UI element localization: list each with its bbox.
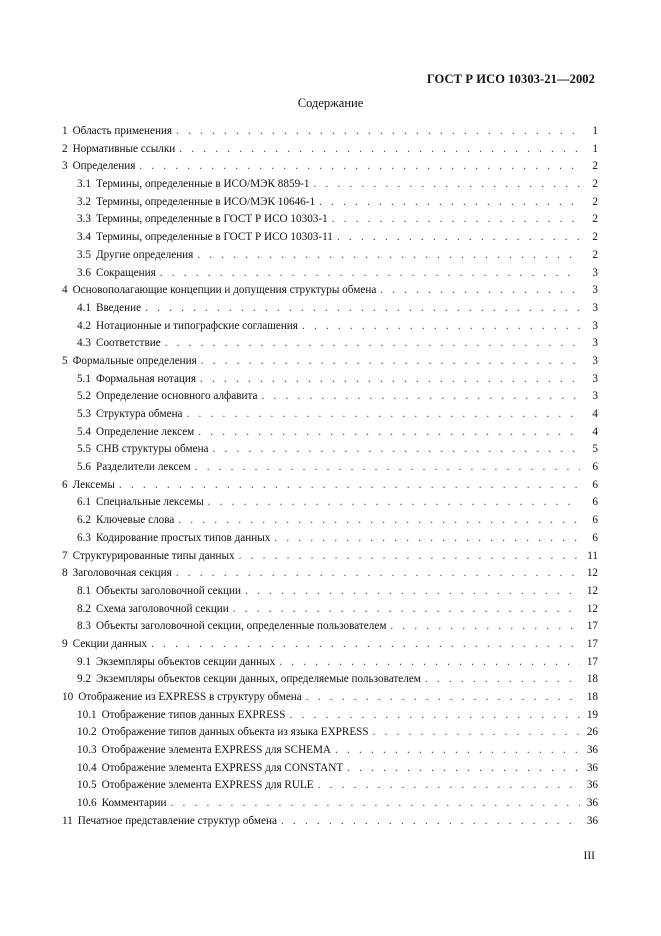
toc-entry-page: 18 <box>586 691 598 703</box>
toc-entry-label: Введение <box>95 301 142 314</box>
toc-entry-label: Экземпляры объектов секции данных, определяемые пользователем <box>95 673 421 686</box>
toc-entry-label: Термины, определенные в ГОСТ Р ИСО 10303-11 <box>95 231 333 244</box>
toc-entry-label: Определения <box>72 160 136 173</box>
toc-entry-label: Сокращения <box>95 266 156 279</box>
toc-entry-number: 5.1 <box>77 372 91 385</box>
toc-entry-label: Формальная нотация <box>95 372 197 385</box>
toc-entry-page: 3 <box>592 319 598 332</box>
toc-leader-dots <box>319 196 580 208</box>
toc-entry-page: 5 <box>592 443 598 456</box>
toc-entry[interactable] <box>62 408 598 426</box>
toc-entry[interactable] <box>62 320 598 338</box>
toc-entry-page: 17 <box>586 655 598 668</box>
table-of-contents <box>62 125 598 833</box>
toc-entry-number: 4.3 <box>77 337 91 350</box>
toc-entry-page: 36 <box>586 814 598 827</box>
toc-leader-dots <box>239 550 580 562</box>
toc-leader-dots <box>198 426 580 438</box>
toc-entry-page: 3 <box>592 284 598 297</box>
toc-leader-dots <box>145 302 580 314</box>
toc-entry-number: 6.2 <box>77 514 91 527</box>
toc-entry-page: 36 <box>586 797 598 810</box>
toc-entry-label: Специальные лексемы <box>95 496 204 509</box>
toc-entry[interactable] <box>62 143 598 161</box>
toc-entry-page: 1 <box>592 125 598 137</box>
toc-entry-number: 9.1 <box>77 655 91 668</box>
toc-entry-number: 5.4 <box>77 425 91 438</box>
toc-leader-dots <box>165 337 580 349</box>
toc-entry-label: Соответствие <box>95 337 161 350</box>
toc-entry-page: 17 <box>586 637 598 650</box>
toc-entry-number: 3.2 <box>77 195 91 208</box>
toc-entry-label: Формальные определения <box>72 354 197 367</box>
toc-entry[interactable] <box>62 284 598 302</box>
toc-entry-page: 2 <box>592 213 598 226</box>
toc-leader-dots <box>335 744 580 756</box>
toc-entry[interactable] <box>62 726 598 744</box>
toc-entry-page: 6 <box>592 514 598 527</box>
toc-leader-dots <box>314 178 581 190</box>
toc-entry[interactable] <box>62 443 598 461</box>
toc-entry-number: 10.6 <box>77 797 97 810</box>
toc-entry[interactable] <box>62 656 598 674</box>
toc-leader-dots <box>160 267 580 279</box>
toc-entry[interactable] <box>62 762 598 780</box>
toc-leader-dots <box>171 797 580 809</box>
toc-entry-number: 6 <box>62 478 68 491</box>
toc-entry-label: Объекты заголовочной секции <box>95 584 242 597</box>
toc-entry-page: 36 <box>586 761 598 774</box>
toc-entry[interactable] <box>62 585 598 603</box>
toc-leader-dots <box>187 408 580 420</box>
toc-leader-dots <box>197 249 580 261</box>
toc-entry-number: 10 <box>62 691 74 703</box>
toc-entry[interactable] <box>62 815 598 833</box>
toc-entry[interactable] <box>62 479 598 497</box>
toc-entry[interactable] <box>62 797 598 815</box>
toc-leader-dots <box>178 514 580 526</box>
toc-leader-dots <box>262 390 580 402</box>
toc-leader-dots <box>380 284 580 296</box>
toc-entry-label: Отображение типов данных объекта из языка EXPRESS <box>101 726 369 739</box>
toc-entry[interactable] <box>62 603 598 621</box>
toc-entry[interactable] <box>62 691 598 709</box>
toc-leader-dots <box>289 709 580 721</box>
toc-entry-label: Нотационные и типографские соглашения <box>95 319 298 332</box>
toc-leader-dots <box>200 373 580 385</box>
toc-entry-label: Отображение элемента EXPRESS для CONSTANT <box>101 761 344 774</box>
toc-entry-number: 9.2 <box>77 673 91 686</box>
toc-leader-dots <box>373 726 580 738</box>
toc-entry[interactable] <box>62 355 598 373</box>
toc-entry[interactable] <box>62 267 598 285</box>
toc-entry-page: 26 <box>586 726 598 739</box>
toc-entry-number: 10.1 <box>77 708 97 721</box>
toc-entry[interactable] <box>62 213 598 231</box>
toc-entry-label: Структурированные типы данных <box>72 549 235 562</box>
toc-leader-dots <box>195 461 580 473</box>
toc-entry-label: СНВ структуры обмена <box>95 443 209 456</box>
toc-entry-number: 7 <box>62 549 68 562</box>
toc-entry[interactable] <box>62 426 598 444</box>
toc-entry-number: 3 <box>62 160 68 173</box>
toc-entry-number: 5.6 <box>77 461 91 474</box>
toc-entry-page: 12 <box>586 567 598 580</box>
toc-entry-page: 12 <box>586 584 598 597</box>
toc-entry-number: 8 <box>62 567 68 580</box>
toc-entry-label: Структура обмена <box>95 408 183 420</box>
toc-entry-number: 10.4 <box>77 761 97 774</box>
toc-entry-number: 3.5 <box>77 248 91 261</box>
toc-entry-label: Отображение элемента EXPRESS для SCHEMA <box>101 744 332 757</box>
toc-leader-dots <box>337 231 580 243</box>
toc-entry-page: 2 <box>592 231 598 244</box>
toc-leader-dots <box>245 585 580 597</box>
toc-entry-number: 10.3 <box>77 744 97 757</box>
toc-entry-label: Схема заголовочной секции <box>95 602 229 615</box>
toc-leader-dots <box>151 638 580 650</box>
toc-entry-label: Определение основного алфавита <box>95 390 258 403</box>
toc-entry-page: 2 <box>592 195 598 208</box>
toc-entry-page: 3 <box>592 266 598 279</box>
toc-entry[interactable] <box>62 620 598 638</box>
toc-entry-label: Лексемы <box>72 478 115 491</box>
toc-entry[interactable] <box>62 709 598 727</box>
toc-entry-number: 4.1 <box>77 301 91 314</box>
toc-entry-page: 6 <box>592 461 598 474</box>
toc-entry[interactable] <box>62 567 598 585</box>
toc-entry[interactable] <box>62 550 598 568</box>
toc-entry-label: Секции данных <box>72 637 148 650</box>
toc-entry-page: 3 <box>592 337 598 350</box>
toc-entry[interactable] <box>62 673 598 691</box>
toc-entry-number: 5 <box>62 354 68 367</box>
toc-entry-label: Ключевые слова <box>95 514 175 527</box>
toc-entry-label: Разделители лексем <box>95 461 191 474</box>
toc-leader-dots <box>213 443 580 455</box>
toc-leader-dots <box>318 779 580 791</box>
toc-entry-number: 1 <box>62 125 68 137</box>
toc-leader-dots <box>176 125 580 137</box>
toc-entry[interactable] <box>62 638 598 656</box>
toc-entry[interactable] <box>62 461 598 479</box>
toc-leader-dots <box>139 160 580 172</box>
toc-entry-page: 3 <box>592 354 598 367</box>
toc-entry-number: 8.2 <box>77 602 91 615</box>
toc-entry[interactable] <box>62 160 598 178</box>
toc-entry[interactable] <box>62 249 598 267</box>
toc-entry-page: 2 <box>592 248 598 261</box>
toc-entry[interactable] <box>62 302 598 320</box>
toc-entry[interactable] <box>62 744 598 762</box>
toc-entry-page: 3 <box>592 301 598 314</box>
page-number: III <box>583 850 595 862</box>
toc-entry-label: Определение лексем <box>95 425 195 438</box>
toc-leader-dots <box>279 656 580 668</box>
toc-entry-number: 3.1 <box>77 178 91 191</box>
toc-entry-number: 4.2 <box>77 319 91 332</box>
toc-entry-number: 3.3 <box>77 213 91 226</box>
toc-entry-label: Отображение элемента EXPRESS для RULE <box>101 779 314 792</box>
toc-entry-label: Отображение из EXPRESS в структуру обмена <box>78 691 302 703</box>
toc-leader-dots <box>233 603 580 615</box>
toc-entry[interactable] <box>62 196 598 214</box>
toc-entry-page: 3 <box>592 390 598 403</box>
toc-entry-number: 4 <box>62 284 68 297</box>
toc-entry-page: 12 <box>586 602 598 615</box>
toc-leader-dots <box>119 479 580 491</box>
toc-entry-page: 6 <box>592 496 598 509</box>
toc-entry[interactable] <box>62 532 598 550</box>
toc-entry-number: 5.3 <box>77 408 91 420</box>
toc-entry-page: 36 <box>586 779 598 792</box>
toc-leader-dots <box>176 567 580 579</box>
toc-entry-page: 6 <box>592 531 598 544</box>
toc-entry-page: 1 <box>592 142 598 155</box>
toc-entry-label: Кодирование простых типов данных <box>95 531 271 544</box>
toc-entry[interactable] <box>62 337 598 355</box>
toc-entry-number: 9 <box>62 637 68 650</box>
toc-entry-number: 3.6 <box>77 266 91 279</box>
toc-entry-label: Область применения <box>72 125 173 137</box>
toc-entry-label: Термины, определенные в ИСО/МЭК 8859-1 <box>95 178 310 191</box>
toc-entry[interactable] <box>62 390 598 408</box>
toc-leader-dots <box>425 673 580 685</box>
toc-entry-number: 8.3 <box>77 620 91 633</box>
toc-entry-label: Нормативные ссылки <box>72 142 176 155</box>
toc-entry[interactable] <box>62 373 598 391</box>
toc-entry-number: 5.2 <box>77 390 91 403</box>
toc-entry-number: 8.1 <box>77 584 91 597</box>
toc-entry-number: 11 <box>62 814 73 827</box>
toc-entry-label: Экземпляры объектов секции данных <box>95 655 276 668</box>
standard-header: ГОСТ Р ИСО 10303-21—2002 <box>426 72 595 86</box>
toc-entry-label: Печатное представление структур обмена <box>77 814 277 827</box>
toc-leader-dots <box>390 620 580 632</box>
toc-entry-label: Комментарии <box>101 797 167 810</box>
toc-leader-dots <box>332 213 580 225</box>
toc-entry-page: 18 <box>586 673 598 686</box>
toc-entry-number: 10.2 <box>77 726 97 739</box>
toc-entry[interactable] <box>62 178 598 196</box>
toc-leader-dots <box>179 143 580 155</box>
toc-leader-dots <box>201 355 580 367</box>
toc-entry-label: Термины, определенные в ИСО/МЭК 10646-1 <box>95 195 316 208</box>
toc-entry[interactable] <box>62 231 598 249</box>
toc-entry-page: 36 <box>586 744 598 757</box>
toc-entry-page: 19 <box>586 708 598 721</box>
toc-leader-dots <box>208 496 580 508</box>
toc-title: Содержание <box>297 96 364 110</box>
toc-leader-dots <box>306 691 580 703</box>
toc-entry[interactable] <box>62 779 598 797</box>
toc-entry-label: Заголовочная секция <box>72 567 172 580</box>
toc-entry[interactable] <box>62 514 598 532</box>
toc-entry-label: Термины, определенные в ГОСТ Р ИСО 10303-1 <box>95 213 328 226</box>
toc-leader-dots <box>281 815 580 827</box>
toc-entry-page: 3 <box>592 372 598 385</box>
toc-entry-page: 6 <box>592 478 598 491</box>
toc-entry-page: 2 <box>592 160 598 173</box>
toc-entry-page: 17 <box>586 620 598 633</box>
toc-entry-number: 6.1 <box>77 496 91 509</box>
toc-entry-page: 4 <box>592 408 598 420</box>
toc-entry-number: 6.3 <box>77 531 91 544</box>
toc-entry[interactable] <box>62 125 598 143</box>
toc-entry-number: 2 <box>62 142 68 155</box>
toc-leader-dots <box>302 320 580 332</box>
toc-entry-label: Объекты заголовочной секции, определенные пользователем <box>95 620 387 633</box>
toc-entry-label: Другие определения <box>95 248 194 261</box>
toc-leader-dots <box>347 762 580 774</box>
toc-entry-label: Отображение типов данных EXPRESS <box>101 708 286 721</box>
toc-entry-number: 10.5 <box>77 779 97 792</box>
toc-entry-number: 5.5 <box>77 443 91 456</box>
toc-entry-page: 4 <box>592 425 598 438</box>
toc-entry-page: 2 <box>592 178 598 191</box>
toc-entry[interactable] <box>62 496 598 514</box>
toc-entry-page: 11 <box>587 549 598 562</box>
toc-leader-dots <box>274 532 580 544</box>
toc-entry-label: Основополагающие концепции и допущения структуры обмена <box>72 284 377 297</box>
toc-entry-number: 3.4 <box>77 231 91 244</box>
